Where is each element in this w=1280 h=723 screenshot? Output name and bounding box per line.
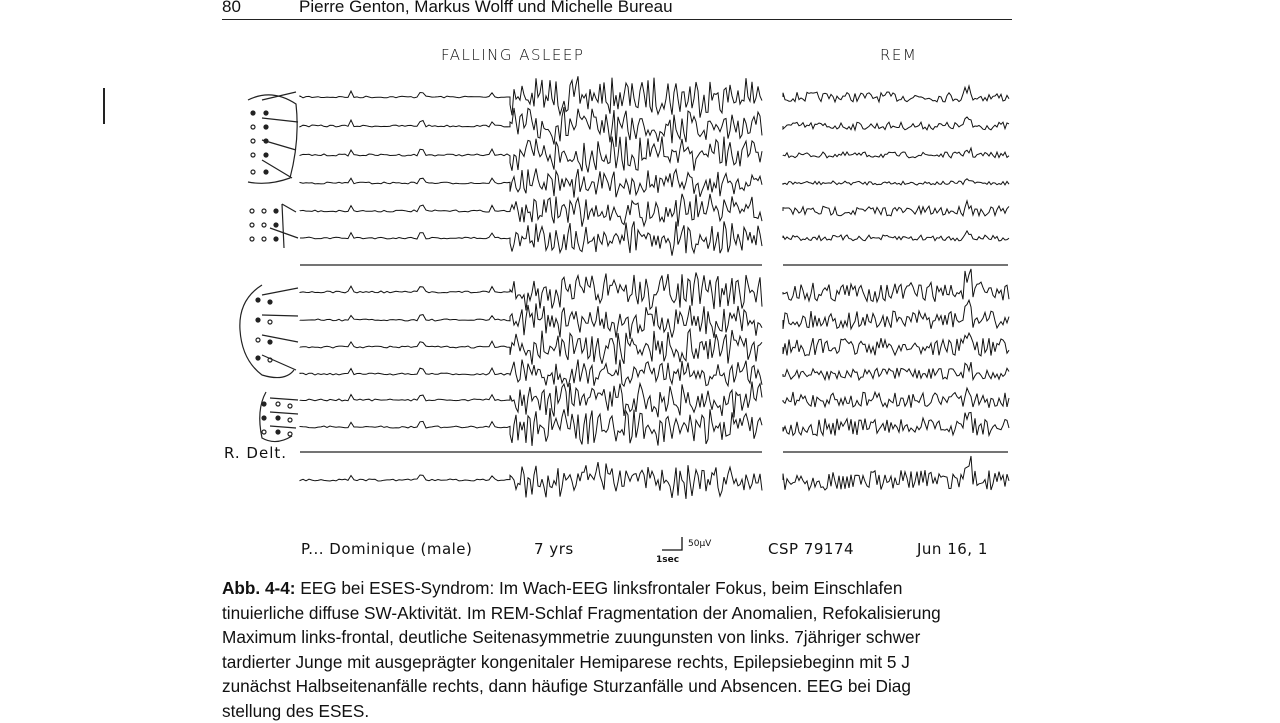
eeg-trace-sleep — [300, 137, 762, 173]
eeg-trace-rem — [783, 117, 1009, 130]
eeg-trace-rem — [783, 456, 1009, 490]
eeg-trace-rem — [783, 86, 1009, 102]
eeg-trace-sleep — [300, 194, 762, 227]
caption-text: EEG bei ESES-Syndrom: Im Wach-EEG linksfrontaler Fokus, beim Einschlafen — [296, 578, 903, 598]
patient-name: P... Dominique (male) — [301, 540, 472, 558]
eeg-trace-sleep — [300, 169, 762, 198]
eeg-traces — [300, 76, 1009, 499]
head-diagram-lower — [240, 285, 298, 442]
eeg-trace-sleep — [300, 329, 762, 364]
page-number: 80 — [222, 0, 241, 17]
figure-caption — [222, 576, 1022, 723]
record-id: CSP 79174 — [768, 540, 854, 558]
eeg-trace-rem — [783, 269, 1009, 302]
caption-line: zunächst Halbseitenanfälle rechts, dann häufige Sturzanfälle und Absencen. EEG bei Diag — [222, 674, 1022, 699]
label-rem: REM — [880, 46, 917, 64]
patient-age: 7 yrs — [534, 540, 574, 558]
calibration-bar — [662, 537, 682, 550]
label-falling-asleep: FALLING ASLEEP — [441, 46, 584, 64]
caption-line — [222, 576, 1022, 601]
caption-line: Maximum links-frontal, deutliche Seitenasymmetrie zuungunsten von links. 7jähriger schwer — [222, 625, 1022, 650]
eeg-trace-rem — [783, 362, 1009, 380]
caption-line: stellung des ESES. — [222, 699, 1022, 723]
eeg-trace-sleep — [300, 76, 762, 117]
eeg-trace-sleep — [300, 462, 762, 499]
eeg-trace-rem — [783, 300, 1009, 329]
eeg-trace-sleep — [300, 221, 762, 255]
running-head-authors: Pierre Genton, Markus Wolff und Michelle Bureau — [299, 0, 673, 17]
caption-line: tinuierliche diffuse SW-Aktivität. Im REM-Schlaf Fragmentation der Anomalien, Refokalisierung — [222, 601, 1022, 626]
head-diagram-top — [248, 92, 298, 183]
eeg-trace-sleep — [300, 273, 762, 311]
eeg-trace-sleep — [300, 360, 762, 388]
eeg-trace-rem — [783, 179, 1009, 185]
eeg-trace-rem — [783, 231, 1009, 241]
eeg-trace-sleep — [300, 303, 762, 339]
eeg-trace-rem — [783, 333, 1009, 356]
eeg-trace-rem — [783, 388, 1009, 408]
head-diagram-mid — [250, 204, 298, 248]
eeg-trace-rem — [783, 148, 1009, 158]
eeg-trace-sleep — [300, 382, 762, 418]
eeg-trace-rem — [783, 413, 1009, 436]
electrode-montage-diagrams — [240, 92, 298, 442]
channel-label-r-delt: R. Delt. — [224, 444, 287, 462]
eeg-trace-sleep — [300, 408, 762, 446]
caption-label: Abb. 4-4: — [222, 578, 296, 598]
record-date: Jun 16, 1 — [917, 540, 988, 558]
eeg-trace-sleep — [300, 107, 762, 147]
scale-amplitude: 50µV — [688, 539, 712, 549]
scale-time: 1sec — [656, 555, 679, 565]
eeg-trace-rem — [783, 201, 1009, 216]
caption-line: tardierter Junge mit ausgeprägter kongenitaler Hemiparese rechts, Epilepsiebeginn mit 5 J — [222, 650, 1022, 675]
